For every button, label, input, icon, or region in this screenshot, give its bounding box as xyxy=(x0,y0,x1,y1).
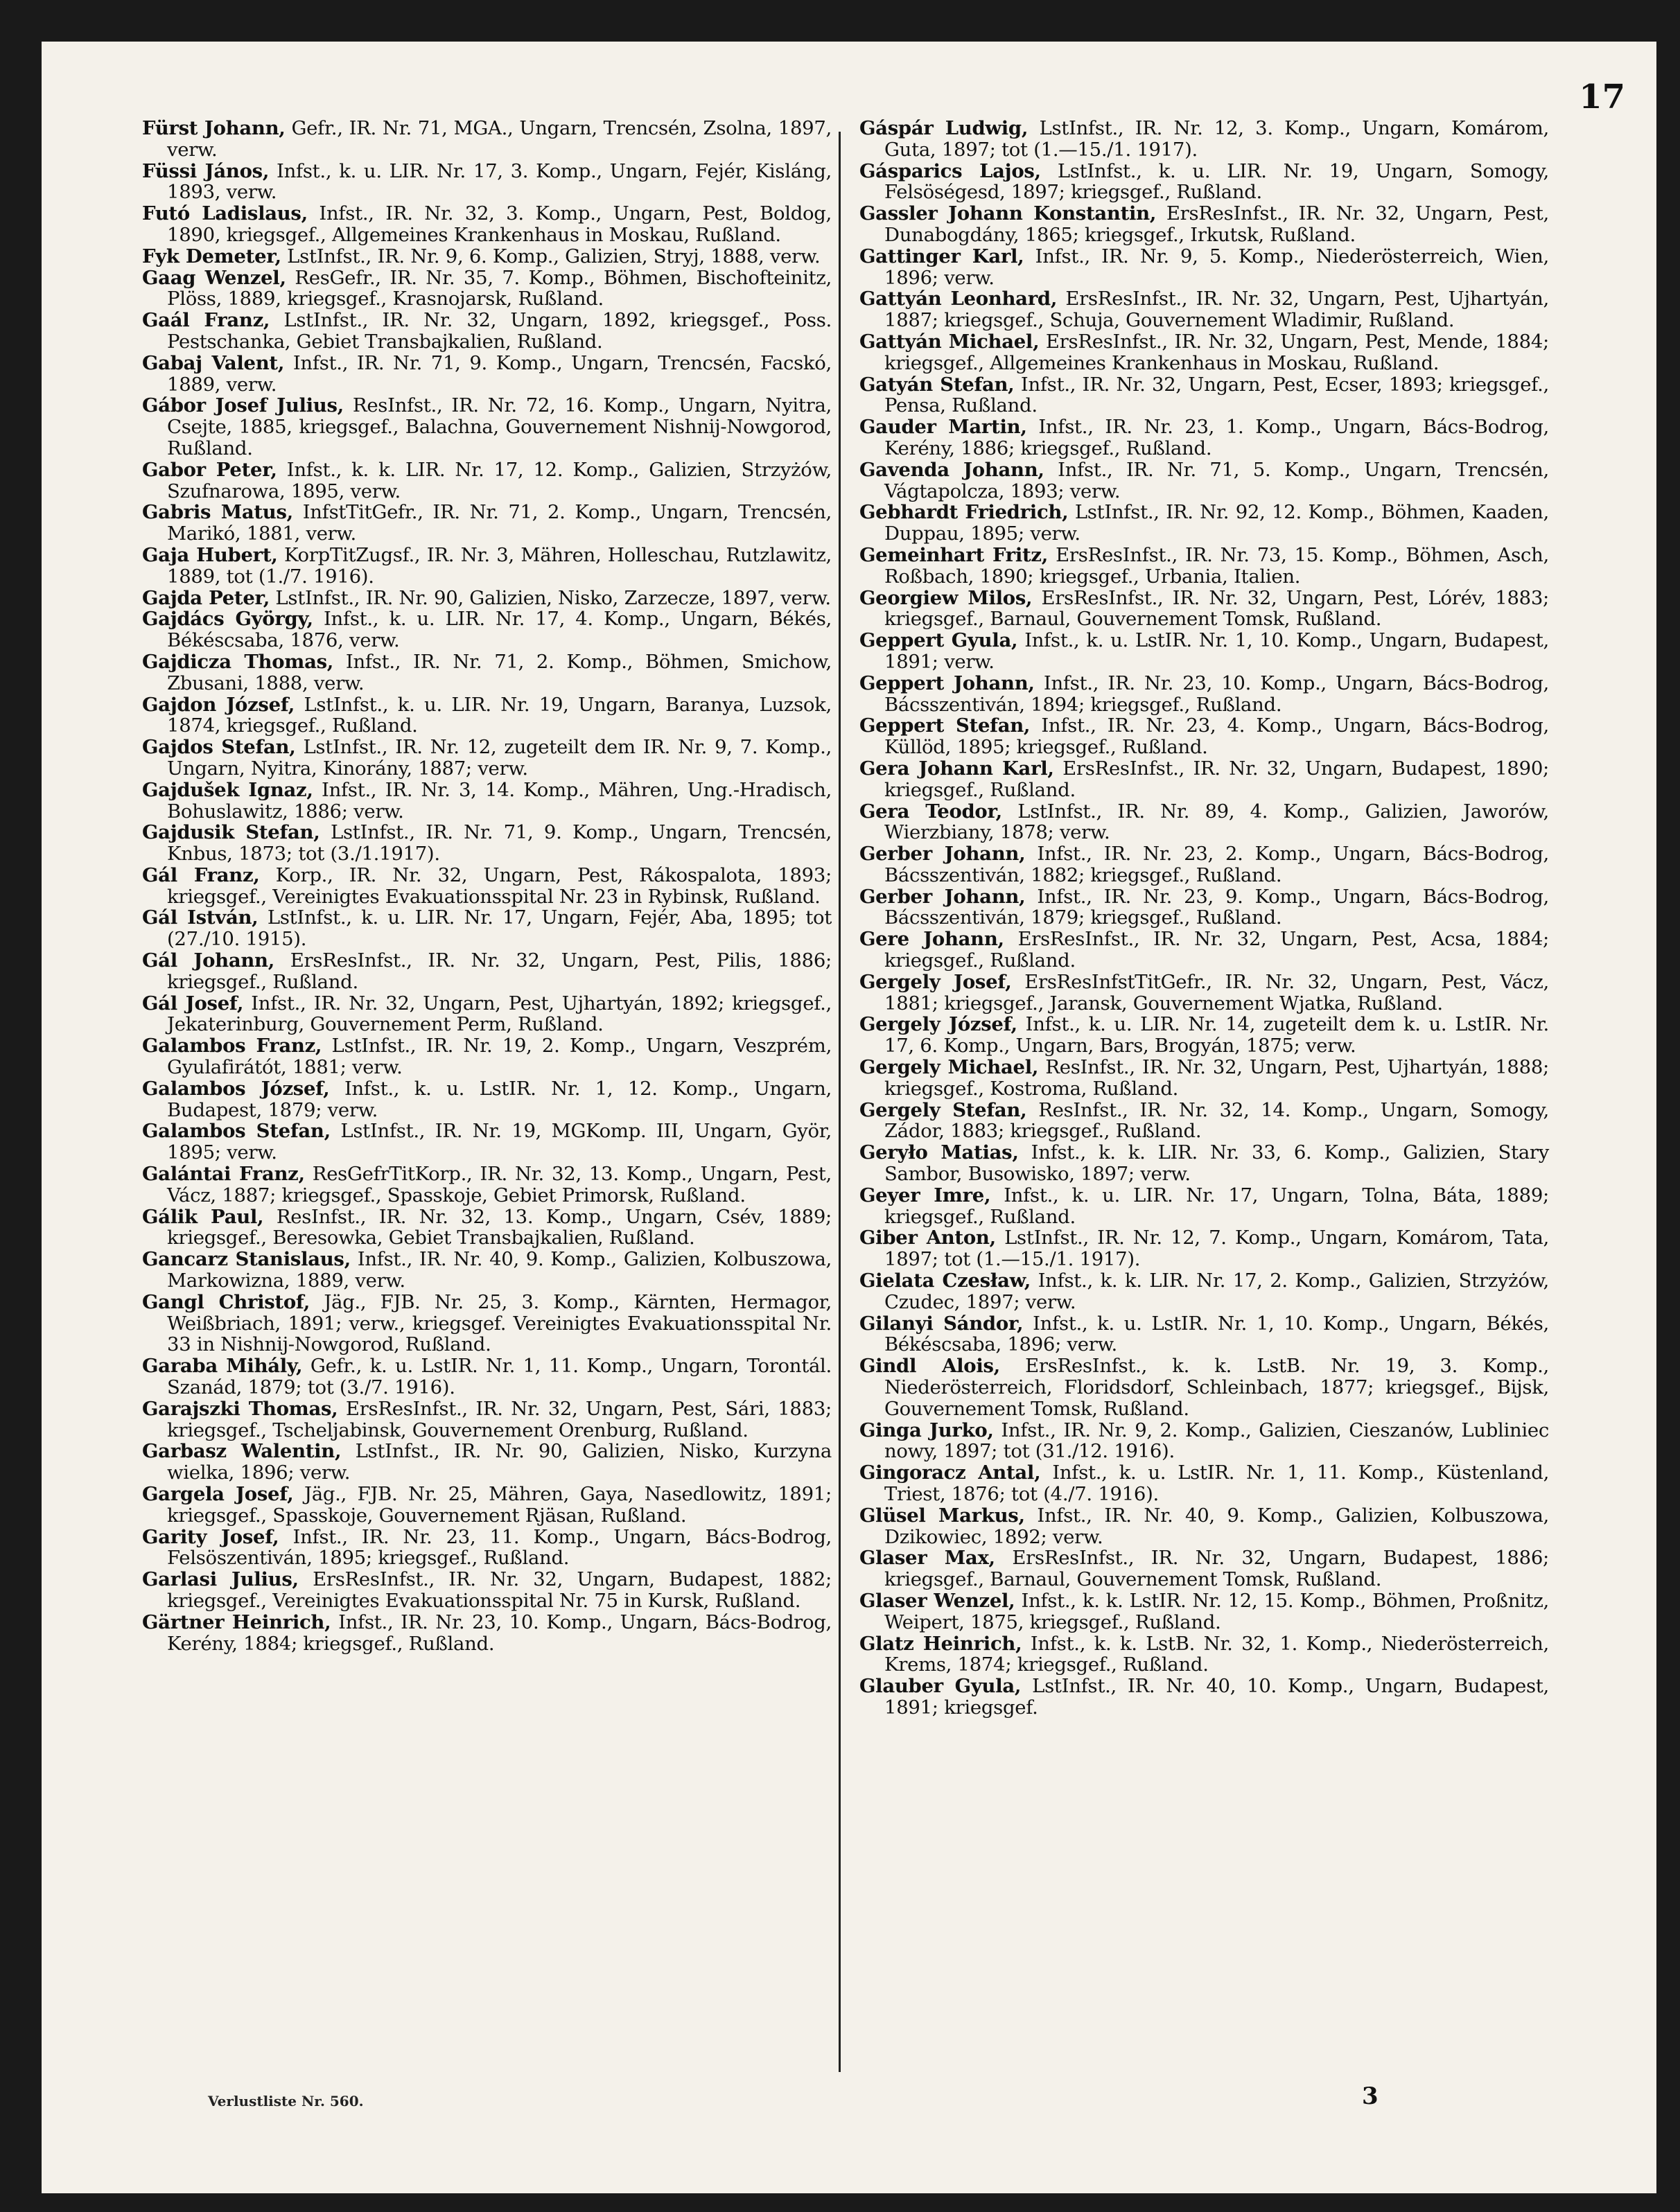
entry-details: ResGefrTitKorp., IR. Nr. 32, 13. Komp., Ungarn, Pest, Vácz, 1887; kriegsgef., Spasskoje, Gebiet Primorsk, Rußland. xyxy=(167,1163,832,1206)
casualty-entry xyxy=(142,545,832,588)
entry-name: Geppert Gyula, xyxy=(859,629,1018,652)
entry-name: Fürst Johann, xyxy=(142,117,286,139)
entry-details: ResInfst., IR. Nr. 32, 13. Komp., Ungarn, Csév, 1889; kriegsgef., Beresowka, Gebiet Transbajkalien, Rußland. xyxy=(167,1205,832,1249)
entry-details: Infst., k. u. LstIR. Nr. 1, 10. Komp., Ungarn, Budapest, 1891; verw. xyxy=(884,629,1549,673)
entry-details: Infst., IR. Nr. 71, 5. Komp., Ungarn, Trencsén, Vágtapolcza, 1893; verw. xyxy=(884,458,1549,502)
entry-details: InfstTitGefr., IR. Nr. 71, 2. Komp., Ungarn, Trencsén, Marikó, 1881, verw. xyxy=(167,501,832,545)
entry-details: Infst., IR. Nr. 3, 14. Komp., Mähren, Ung.-Hradisch, Bohuslawitz, 1886; verw. xyxy=(167,778,832,823)
casualty-entry xyxy=(859,715,1549,758)
casualty-entry xyxy=(142,1527,832,1570)
entry-name: Gásparics Lajos, xyxy=(859,159,1041,182)
entry-details: Infst., IR. Nr. 32, 3. Komp., Ungarn, Pest, Boldog, 1890, kriegsgef., Allgemeines Krankenhaus in Moskau, Rußland. xyxy=(167,202,832,246)
entry-details: Gefr., IR. Nr. 71, MGA., Ungarn, Trencsén, Zsolna, 1897, verw. xyxy=(167,117,832,161)
entry-name: Gindl Alois, xyxy=(859,1355,1000,1378)
entry-details: ResInfst., IR. Nr. 32, Ungarn, Pest, Ujhartyán, 1888; kriegsgef., Kostroma, Rußland. xyxy=(884,1056,1549,1100)
entry-details: Korp., IR. Nr. 32, Ungarn, Pest, Rákospalota, 1893; kriegsgef., Vereinigtes Evakuationsspital Nr. 23 in Rybinsk, Rußland. xyxy=(167,863,832,908)
casualty-entry xyxy=(859,1142,1549,1185)
casualty-entry xyxy=(142,1398,832,1441)
entry-name: Giber Anton, xyxy=(859,1227,996,1249)
entry-details: ErsResInfst., IR. Nr. 32, Ungarn, Pest, Ujhartyán, 1887; kriegsgef., Schuja, Gouvernement Wladimir, Rußland. xyxy=(884,288,1549,332)
entry-name: Gajdon József, xyxy=(142,693,295,716)
entry-details: LstInfst., k. u. LIR. Nr. 19, Ungarn, Baranya, Luzsok, 1874, kriegsgef., Rußland. xyxy=(167,693,832,737)
entry-name: Gajdicza Thomas, xyxy=(142,650,334,673)
entry-details: ErsResInfst., IR. Nr. 32, Ungarn, Pest, Lórév, 1883; kriegsgef., Barnaul, Gouvernement Tomsk, Rußland. xyxy=(884,586,1550,631)
entry-details: LstInfst., IR. Nr. 92, 12. Komp., Böhmen, Kaaden, Duppau, 1895; verw. xyxy=(884,501,1550,545)
casualty-entry xyxy=(142,246,832,267)
casualty-entry xyxy=(142,118,832,161)
entry-details: LstInfst., IR. Nr. 40, 10. Komp., Ungarn, Budapest, 1891; kriegsgef. xyxy=(884,1675,1549,1719)
casualty-entry xyxy=(142,267,832,310)
entry-name: Gajdušek Ignaz, xyxy=(142,778,313,801)
casualty-entry xyxy=(859,630,1549,673)
casualty-entry xyxy=(859,801,1549,844)
entry-name: Galántai Franz, xyxy=(142,1163,305,1186)
entry-name: Gattyán Leonhard, xyxy=(859,288,1058,310)
casualty-entry xyxy=(859,1227,1549,1270)
casualty-entry xyxy=(859,459,1549,502)
entry-details: ErsResInfst., IR. Nr. 32, Ungarn, Pest, Mende, 1884; kriegsgef., Allgemeines Krankenhaus in Moskau, Rußland. xyxy=(884,330,1549,374)
casualty-entry xyxy=(859,502,1549,545)
entry-details: LstInfst., IR. Nr. 12, 7. Komp., Ungarn, Komárom, Tata, 1897; tot (1.—15./1. 1917). xyxy=(884,1227,1549,1271)
casualty-entry xyxy=(859,588,1549,631)
casualty-entry xyxy=(142,1484,832,1527)
entry-details: Infst., k. u. LstIR. Nr. 1, 12. Komp., Ungarn, Budapest, 1879; verw. xyxy=(167,1077,832,1121)
entry-name: Glatz Heinrich, xyxy=(859,1632,1022,1655)
casualty-entry xyxy=(859,929,1549,972)
entry-name: Gajda Peter, xyxy=(142,586,270,609)
entry-name: Geppert Johann, xyxy=(859,672,1035,694)
entry-details: Infst., IR. Nr. 23, 11. Komp., Ungarn, Bács-Bodrog, Felsöszentiván, 1895; kriegsgef., Rußland. xyxy=(167,1525,832,1570)
casualty-entry xyxy=(859,1420,1549,1463)
footer-signature-mark: 3 xyxy=(1362,2082,1379,2110)
entry-name: Fyk Demeter, xyxy=(142,245,281,267)
casualty-entry xyxy=(859,972,1549,1015)
entry-name: Gajdács György, xyxy=(142,608,313,631)
entry-name: Futó Ladislaus, xyxy=(142,202,308,225)
casualty-entry xyxy=(859,1057,1549,1100)
entry-details: ErsResInfst., IR. Nr. 32, Ungarn, Budapest, 1886; kriegsgef., Barnaul, Gouvernement Tomsk, Rußland. xyxy=(884,1547,1549,1591)
entry-name: Gingoracz Antal, xyxy=(859,1462,1041,1484)
entry-details: LstInfst., IR. Nr. 12, 3. Komp., Ungarn, Komárom, Guta, 1897; tot (1.—15./1. 1917). xyxy=(884,117,1549,161)
entry-name: Gábor Josef Julius, xyxy=(142,394,344,417)
casualty-entry xyxy=(859,1547,1549,1590)
entry-name: Glauber Gyula, xyxy=(859,1675,1022,1698)
entry-name: Gerber Johann, xyxy=(859,843,1026,866)
casualty-entry xyxy=(859,843,1549,886)
entry-details: Infst., IR. Nr. 23, 2. Komp., Ungarn, Bács-Bodrog, Bácsszentiván, 1882; kriegsgef., Rußland. xyxy=(884,843,1549,886)
entry-name: Füssi János, xyxy=(142,159,270,182)
entry-details: KorpTitZugsf., IR. Nr. 3, Mähren, Holleschau, Rutzlawitz, 1889, tot (1./7. 1916). xyxy=(167,543,832,588)
entry-details: LstInfst., IR. Nr. 71, 9. Komp., Ungarn, Trencsén, Knbus, 1873; tot (3./1.1917). xyxy=(167,821,832,866)
entry-details: Infst., IR. Nr. 23, 9. Komp., Ungarn, Bács-Bodrog, Bácsszentiván, 1879; kriegsgef., Rußland. xyxy=(884,885,1549,929)
casualty-entry xyxy=(859,1100,1549,1143)
casualty-entry xyxy=(142,1355,832,1398)
entry-details: Infst., k. k. LIR. Nr. 17, 12. Komp., Galizien, Strzyżów, Szufnarowa, 1895, verw. xyxy=(167,458,832,502)
casualty-entry xyxy=(142,395,832,459)
entry-details: ErsResInfst., IR. Nr. 32, Ungarn, Pest, Pilis, 1886; kriegsgef., Rußland. xyxy=(167,949,832,993)
casualty-entry xyxy=(859,1505,1549,1548)
entry-details: ErsResInfst., IR. Nr. 32, Ungarn, Pest, Sári, 1883; kriegsgef., Tscheljabinsk, Gouvernement Orenburg, Rußland. xyxy=(167,1397,832,1441)
casualty-entry xyxy=(142,1164,832,1206)
casualty-entry xyxy=(142,1441,832,1484)
entry-details: LstInfst., IR. Nr. 90, Galizien, Nisko, Kurzyna wielka, 1896; verw. xyxy=(167,1440,832,1484)
entry-name: Ginga Jurko, xyxy=(859,1419,994,1441)
entry-details: Infst., IR. Nr. 40, 9. Komp., Galizien, Kolbuszowa, Markowizna, 1889, verw. xyxy=(167,1248,832,1292)
entry-name: Gaál Franz, xyxy=(142,309,270,332)
entry-details: LstInfst., IR. Nr. 19, 2. Komp., Ungarn, Veszprém, Gyulafirátót, 1881; verw. xyxy=(167,1035,832,1079)
casualty-entry xyxy=(142,1206,832,1249)
entry-name: Glaser Max, xyxy=(859,1547,995,1570)
entry-details: Infst., IR. Nr. 23, 10. Komp., Ungarn, Bács-Bodrog, Kerény, 1884; kriegsgef., Rußland. xyxy=(167,1610,832,1655)
entry-name: Gergely Josef, xyxy=(859,970,1012,993)
entry-name: Gál Franz, xyxy=(142,863,260,886)
casualty-entry xyxy=(859,118,1549,161)
casualty-entry xyxy=(142,1121,832,1164)
casualty-entry xyxy=(859,1633,1549,1676)
casualty-entry xyxy=(142,780,832,823)
entry-name: Galambos Stefan, xyxy=(142,1120,331,1143)
entry-name: Garlasi Julius, xyxy=(142,1568,299,1591)
entry-details: ErsResInfst., IR. Nr. 73, 15. Komp., Böhmen, Asch, Roßbach, 1890; kriegsgef., Urbania, Italien. xyxy=(884,543,1549,588)
casualty-entry xyxy=(142,1612,832,1655)
entry-details: Infst., IR. Nr. 23, 10. Komp., Ungarn, Bács-Bodrog, Bácsszentiván, 1894; kriegsgef., Rußland. xyxy=(884,672,1549,716)
entry-name: Gaag Wenzel, xyxy=(142,266,286,289)
column-divider xyxy=(839,132,841,2072)
casualty-entry xyxy=(859,758,1549,801)
entry-name: Geyer Imre, xyxy=(859,1184,991,1206)
casualty-entry xyxy=(142,1292,832,1355)
casualty-entry xyxy=(859,545,1549,588)
casualty-entry xyxy=(142,310,832,353)
entry-name: Galambos József, xyxy=(142,1077,330,1100)
casualty-entry xyxy=(142,588,832,609)
footer-list-number: Verlustliste Nr. 560. xyxy=(208,2093,364,2109)
casualty-entry xyxy=(142,1035,832,1078)
entry-details: Infst., k. u. LIR. Nr. 17, Ungarn, Tolna, Báta, 1889; kriegsgef., Rußland. xyxy=(884,1184,1549,1228)
entry-name: Gere Johann, xyxy=(859,928,1004,951)
entry-details: ErsResInfst., IR. Nr. 32, Ungarn, Pest, Dunabogdány, 1865; kriegsgef., Irkutsk, Rußland. xyxy=(884,202,1549,246)
entry-name: Garaba Mihály, xyxy=(142,1355,303,1378)
entry-name: Galambos Franz, xyxy=(142,1035,322,1057)
entry-details: ErsResInfst., IR. Nr. 32, Ungarn, Budapest, 1882; kriegsgef., Vereinigtes Evakuationsspital Nr. 75 in Kursk, Rußland. xyxy=(167,1568,832,1612)
entry-details: ErsResInfst., IR. Nr. 32, Ungarn, Pest, Acsa, 1884; kriegsgef., Rußland. xyxy=(884,928,1549,972)
entry-details: LstInfst., IR. Nr. 32, Ungarn, 1892, kriegsgef., Poss. Pestschanka, Gebiet Transbajkalien, Rußland. xyxy=(167,309,832,353)
casualty-entry xyxy=(142,950,832,993)
page-number: 17 xyxy=(1579,78,1625,116)
casualty-entry xyxy=(859,1590,1549,1633)
entry-name: Gajdusik Stefan, xyxy=(142,821,320,844)
entry-details: Infst., k. u. LIR. Nr. 17, 3. Komp., Ungarn, Fejér, Kisláng, 1893, verw. xyxy=(167,159,832,204)
entry-name: Gassler Johann Konstantin, xyxy=(859,202,1157,225)
entry-name: Gabor Peter, xyxy=(142,458,277,481)
casualty-entry xyxy=(859,886,1549,929)
entry-name: Gattinger Karl, xyxy=(859,245,1024,267)
entry-name: Gálik Paul, xyxy=(142,1205,264,1228)
casualty-entry xyxy=(859,246,1549,289)
entry-name: Gemeinhart Fritz, xyxy=(859,543,1049,566)
entry-name: Gergely Michael, xyxy=(859,1056,1039,1079)
entry-details: Infst., k. k. LIR. Nr. 33, 6. Komp., Galizien, Stary Sambor, Busowisko, 1897; verw. xyxy=(884,1141,1550,1186)
document-page xyxy=(42,42,1656,2193)
entry-name: Gauder Martin, xyxy=(859,416,1027,439)
casualty-entry xyxy=(859,1185,1549,1228)
casualty-entry xyxy=(859,1014,1549,1057)
entry-details: ResInfst., IR. Nr. 32, 14. Komp., Ungarn, Somogy, Zádor, 1883; kriegsgef., Rußland. xyxy=(884,1098,1549,1143)
entry-details: Infst., IR. Nr. 40, 9. Komp., Galizien, Kolbuszowa, Dzikowiec, 1892; verw. xyxy=(884,1504,1549,1548)
entry-details: ErsResInfst., k. k. LstB. Nr. 19, 3. Komp., Niederösterreich, Floridsdorf, Schleinbach, 1877; kriegsgef., Bijsk, Gouvernement Tomsk, Rußland. xyxy=(884,1355,1549,1420)
entry-name: Gancarz Stanislaus, xyxy=(142,1248,351,1271)
entry-details: Infst., k. u. LstIR. Nr. 1, 11. Komp., Küstenland, Triest, 1876; tot (4./7. 1916). xyxy=(884,1462,1550,1505)
casualty-entry xyxy=(859,161,1549,204)
entry-name: Georgiew Milos, xyxy=(859,586,1033,609)
entry-details: Infst., k. u. LIR. Nr. 14, zugeteilt dem k. u. LstIR. Nr. 17, 6. Komp., Ungarn, Bars, Brogyán, 1875; verw. xyxy=(884,1013,1549,1057)
entry-details: LstInfst., IR. Nr. 90, Galizien, Nisko, Zarzecze, 1897, verw. xyxy=(269,586,831,609)
entry-details: ErsResInfstTitGefr., IR. Nr. 32, Ungarn, Pest, Vácz, 1881; kriegsgef., Jaransk, Gouvernement Wjatka, Rußland. xyxy=(884,970,1549,1015)
casualty-entry xyxy=(859,1355,1549,1419)
casualty-entry xyxy=(859,1462,1549,1505)
entry-name: Glaser Wenzel, xyxy=(859,1589,1015,1612)
entry-name: Gál István, xyxy=(142,906,259,929)
entry-name: Gergely József, xyxy=(859,1013,1017,1036)
casualty-entry xyxy=(859,374,1549,417)
casualty-entry xyxy=(142,459,832,502)
entry-details: Infst., IR. Nr. 71, 9. Komp., Ungarn, Trencsén, Facskó, 1889, verw. xyxy=(167,351,832,396)
entry-name: Gabaj Valent, xyxy=(142,351,285,374)
casualty-entry xyxy=(142,822,832,865)
entry-name: Gatyán Stefan, xyxy=(859,373,1015,396)
entry-name: Gebhardt Friedrich, xyxy=(859,501,1069,524)
casualty-entry xyxy=(142,608,832,651)
entry-name: Garbasz Walentin, xyxy=(142,1440,342,1463)
casualty-entry xyxy=(142,865,832,908)
entry-details: Jäg., FJB. Nr. 25, Mähren, Gaya, Nasedlowitz, 1891; kriegsgef., Spasskoje, Gouvernement Rjäsan, Rußland. xyxy=(167,1483,832,1527)
entry-details: Infst., IR. Nr. 32, Ungarn, Pest, Ujhartyán, 1892; kriegsgef., Jekaterinburg, Gouvernement Perm, Rußland. xyxy=(167,992,832,1036)
entry-name: Gärtner Heinrich, xyxy=(142,1610,331,1633)
entry-name: Gerber Johann, xyxy=(859,885,1026,908)
casualty-entry xyxy=(142,737,832,780)
casualty-entry xyxy=(859,203,1549,246)
entry-details: Infst., k. u. LstIR. Nr. 1, 10. Komp., Ungarn, Békés, Békéscsaba, 1896; verw. xyxy=(884,1312,1549,1356)
casualty-entry xyxy=(142,993,832,1036)
entry-name: Gál Josef, xyxy=(142,992,244,1015)
casualty-entry xyxy=(859,673,1549,716)
entry-name: Glüsel Markus, xyxy=(859,1504,1025,1527)
entry-name: Garity Josef, xyxy=(142,1525,279,1548)
entry-name: Gavenda Johann, xyxy=(859,458,1044,481)
casualty-entry xyxy=(859,1676,1549,1719)
casualty-entry xyxy=(142,1249,832,1292)
entry-details: LstInfst., k. u. LIR. Nr. 17, Ungarn, Fejér, Aba, 1895; tot (27./10. 1915). xyxy=(167,906,832,951)
casualty-entry xyxy=(859,288,1549,331)
casualty-entry xyxy=(859,416,1549,459)
entry-name: Garajszki Thomas, xyxy=(142,1397,338,1420)
entry-details: Gefr., k. u. LstIR. Nr. 1, 11. Komp., Ungarn, Torontál. Szanád, 1879; tot (3./7. 1916). xyxy=(167,1355,832,1399)
casualty-entry xyxy=(142,502,832,545)
right-column xyxy=(859,118,1549,1719)
entry-details: ErsResInfst., IR. Nr. 32, Ungarn, Budapest, 1890; kriegsgef., Rußland. xyxy=(884,757,1549,801)
entry-name: Gielata Czesław, xyxy=(859,1270,1031,1292)
entry-name: Gabris Matus, xyxy=(142,501,293,524)
entry-name: Gaja Hubert, xyxy=(142,543,278,566)
entry-name: Gál Johann, xyxy=(142,949,275,972)
entry-details: ResGefr., IR. Nr. 35, 7. Komp., Böhmen, Bischofteinitz, Plöss, 1889, kriegsgef., Krasnojarsk, Rußland. xyxy=(167,266,832,310)
entry-name: Gilanyi Sándor, xyxy=(859,1312,1024,1335)
casualty-entry xyxy=(142,353,832,396)
entry-name: Gangl Christof, xyxy=(142,1290,310,1313)
entry-details: Infst., IR. Nr. 9, 5. Komp., Niederösterreich, Wien, 1896; verw. xyxy=(884,245,1550,289)
entry-details: Infst., k. k. LIR. Nr. 17, 2. Komp., Galizien, Strzyżów, Czudec, 1897; verw. xyxy=(884,1270,1549,1313)
casualty-entry xyxy=(859,331,1549,374)
casualty-entry xyxy=(859,1313,1549,1356)
entry-name: Gajdos Stefan, xyxy=(142,736,296,759)
entry-name: Gergely Stefan, xyxy=(859,1098,1027,1121)
entry-details: LstInfst., IR. Nr. 12, zugeteilt dem IR. Nr. 9, 7. Komp., Ungarn, Nyitra, Kinorány, 1887; verw. xyxy=(167,736,832,780)
entry-name: Gera Teodor, xyxy=(859,800,1002,823)
entry-details: Infst., k. k. LstB. Nr. 32, 1. Komp., Niederösterreich, Krems, 1874; kriegsgef., Rußland. xyxy=(884,1632,1549,1676)
entry-details: Infst., IR. Nr. 32, Ungarn, Pest, Ecser, 1893; kriegsgef., Pensa, Rußland. xyxy=(884,373,1549,417)
entry-name: Geryło Matias, xyxy=(859,1141,1019,1164)
entry-details: Infst., IR. Nr. 9, 2. Komp., Galizien, Cieszanów, Lubliniec nowy, 1897; tot (31./12. 1916). xyxy=(884,1419,1549,1463)
entry-details: LstInfst., IR. Nr. 9, 6. Komp., Galizien, Stryj, 1888, verw. xyxy=(281,245,821,267)
entry-details: Infst., IR. Nr. 23, 1. Komp., Ungarn, Bács-Bodrog, Kerény, 1886; kriegsgef., Rußland. xyxy=(884,416,1549,459)
casualty-entry xyxy=(142,161,832,204)
entry-details: Infst., IR. Nr. 23, 4. Komp., Ungarn, Bács-Bodrog, Küllöd, 1895; kriegsgef., Rußland. xyxy=(884,714,1549,759)
casualty-entry xyxy=(142,651,832,694)
entry-name: Gargela Josef, xyxy=(142,1483,294,1505)
entry-details: Infst., IR. Nr. 71, 2. Komp., Böhmen, Smichow, Zbusani, 1888, verw. xyxy=(167,650,832,694)
casualty-entry xyxy=(142,907,832,950)
entry-details: LstInfst., IR. Nr. 89, 4. Komp., Galizien, Jaworów, Wierzbiany, 1878; verw. xyxy=(884,800,1549,844)
entry-details: Infst., k. k. LstIR. Nr. 12, 15. Komp., Böhmen, Proßnitz, Weipert, 1875, kriegsgef., Rußland. xyxy=(884,1589,1550,1633)
entry-name: Gattyán Michael, xyxy=(859,330,1040,353)
entry-details: LstInfst., IR. Nr. 19, MGKomp. III, Ungarn, Györ, 1895; verw. xyxy=(167,1120,832,1164)
casualty-entry xyxy=(142,1569,832,1612)
entry-details: Infst., k. u. LIR. Nr. 17, 4. Komp., Ungarn, Békés, Békéscsaba, 1876, verw. xyxy=(167,608,832,652)
entry-name: Gera Johann Karl, xyxy=(859,757,1054,780)
left-column xyxy=(142,118,832,1654)
casualty-entry xyxy=(142,203,832,246)
entry-details: ResInfst., IR. Nr. 72, 16. Komp., Ungarn, Nyitra, Csejte, 1885, kriegsgef., Balachna, Gouvernement Nishnij-Nowgorod, Rußland. xyxy=(167,394,832,459)
entry-details: LstInfst., k. u. LIR. Nr. 19, Ungarn, Somogy, Felsöségesd, 1897; kriegsgef., Rußland. xyxy=(884,159,1549,204)
entry-name: Geppert Stefan, xyxy=(859,714,1031,737)
casualty-entry xyxy=(142,1078,832,1121)
casualty-entry xyxy=(142,694,832,737)
entry-name: Gáspár Ludwig, xyxy=(859,117,1029,139)
casualty-entry xyxy=(859,1270,1549,1313)
entry-details: Jäg., FJB. Nr. 25, 3. Komp., Kärnten, Hermagor, Weißbriach, 1891; verw., kriegsgef. Vereinigtes Evakuationsspital Nr. 33 in Nishnij-Nowgorod, Rußland. xyxy=(167,1290,832,1356)
